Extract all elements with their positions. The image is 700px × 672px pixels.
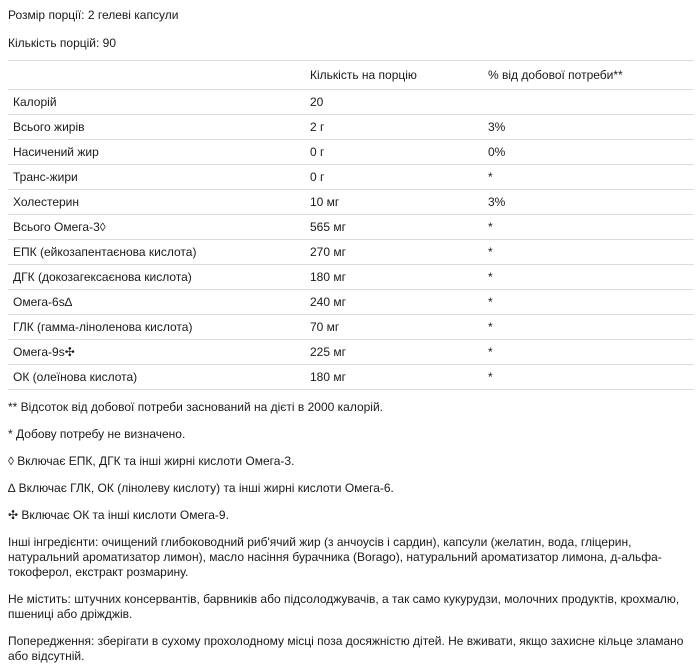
note-omega3: ◊ Включає ЕПК, ДГК та інші жирні кислоти Омега-3.	[8, 454, 295, 468]
nutrient-name-cell: Всього Омега-3◊	[8, 215, 305, 240]
column-header-nutrient	[8, 61, 305, 90]
nutrient-name-cell: Холестерин	[8, 190, 305, 215]
column-header-daily-value: % від добової потреби**	[483, 61, 694, 90]
notes-section	[8, 400, 694, 664]
table-body	[8, 90, 694, 390]
column-header-amount: Кількість на порцію	[305, 61, 483, 90]
daily-value-cell: *	[483, 290, 694, 315]
table-row	[8, 315, 694, 340]
note-omega9: ✣ Включає ОК та інші кислоти Омега-9.	[8, 508, 229, 522]
nutrient-name-cell: ГЛК (гамма-ліноленова кислота)	[8, 315, 305, 340]
amount-cell: 180 мг	[305, 365, 483, 390]
note-dv-not-established: * Добову потребу не визначено.	[8, 427, 186, 441]
daily-value-cell: *	[483, 365, 694, 390]
table-row	[8, 215, 694, 240]
table-row	[8, 90, 694, 115]
servings-count: Кількість порцій: 90	[8, 36, 117, 50]
amount-cell: 10 мг	[305, 190, 483, 215]
warning-statement: Попередження: зберігати в сухому прохолодному місці поза досяжністю дітей. Не вживати, якщо захисне кільце зламано або відсутній.	[8, 634, 684, 663]
amount-cell: 180 мг	[305, 265, 483, 290]
amount-cell: 225 мг	[305, 340, 483, 365]
table-row	[8, 340, 694, 365]
nutrient-name-cell: Насичений жир	[8, 140, 305, 165]
nutrient-name-cell: ДГК (докозагексаєнова кислота)	[8, 265, 305, 290]
amount-cell: 0 г	[305, 165, 483, 190]
daily-value-cell: *	[483, 265, 694, 290]
daily-value-cell: *	[483, 165, 694, 190]
nutrient-name-cell: Омега-9s✣	[8, 340, 305, 365]
table-row	[8, 190, 694, 215]
supplement-facts-document	[8, 0, 694, 672]
amount-cell: 0 г	[305, 140, 483, 165]
table-header-row	[8, 61, 694, 90]
nutrient-name-cell: Всього жирів	[8, 115, 305, 140]
nutrient-name-cell: Транс-жири	[8, 165, 305, 190]
table-row	[8, 115, 694, 140]
daily-value-cell: *	[483, 315, 694, 340]
table-row	[8, 140, 694, 165]
note-dv-basis: ** Відсоток від добової потреби заснований на дієті в 2000 калорій.	[8, 400, 384, 414]
nutrient-name-cell: ОК (олеїнова кислота)	[8, 365, 305, 390]
daily-value-cell: 3%	[483, 190, 694, 215]
daily-value-cell	[483, 90, 694, 115]
nutrition-table	[8, 60, 694, 390]
table-row	[8, 290, 694, 315]
amount-cell: 565 мг	[305, 215, 483, 240]
serving-size: Розмір порції: 2 гелеві капсули	[8, 8, 179, 22]
daily-value-cell: 3%	[483, 115, 694, 140]
nutrient-name-cell: Омега-6s∆	[8, 290, 305, 315]
free-from-statement: Не містить: штучних консервантів, барвників або підсолоджувачів, а так само кукурудзи, молочних продуктів, крохмалю, пшениці або дріжджів.	[8, 592, 680, 621]
daily-value-cell: *	[483, 240, 694, 265]
note-omega6: ∆ Включає ГЛК, ОК (лінолеву кислоту) та інші жирні кислоти Омега-6.	[8, 481, 394, 495]
other-ingredients: Інші інгредієнти: очищений глибоководний риб'ячий жир (з анчоусів і сардин), капсули (желатин, вода, гліцерин, натуральний ароматизатор лимон), масло насіння бурачника (Borago), натуральний ароматизатор лимона, д-альфа-токоферол, екстракт розмарину.	[8, 535, 662, 579]
table-row	[8, 165, 694, 190]
daily-value-cell: *	[483, 215, 694, 240]
daily-value-cell: *	[483, 340, 694, 365]
nutrient-name-cell: ЕПК (ейкозапентаєнова кислота)	[8, 240, 305, 265]
table-row	[8, 265, 694, 290]
amount-cell: 70 мг	[305, 315, 483, 340]
daily-value-cell: 0%	[483, 140, 694, 165]
amount-cell: 270 мг	[305, 240, 483, 265]
table-row	[8, 240, 694, 265]
amount-cell: 240 мг	[305, 290, 483, 315]
nutrient-name-cell: Калорій	[8, 90, 305, 115]
table-row	[8, 365, 694, 390]
amount-cell: 20	[305, 90, 483, 115]
amount-cell: 2 г	[305, 115, 483, 140]
